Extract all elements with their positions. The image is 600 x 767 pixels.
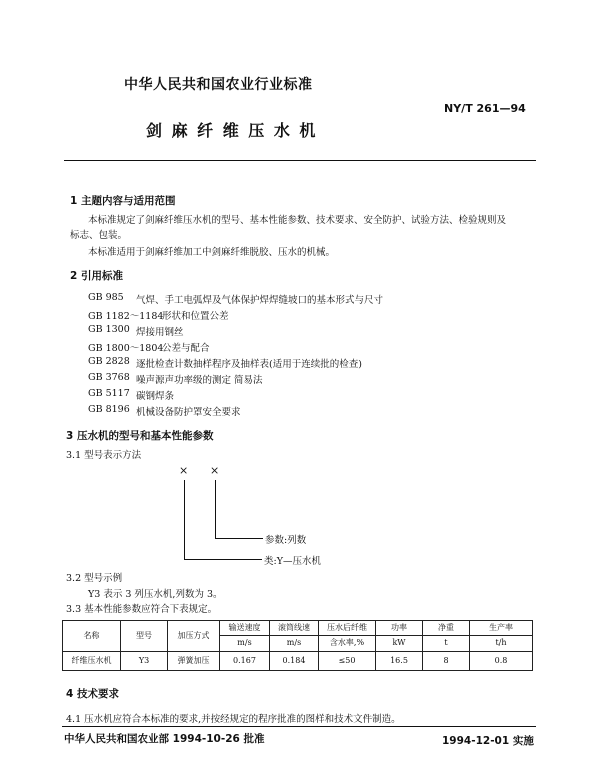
- header-cell: 输送速度: [220, 621, 270, 636]
- header-cell: 名称: [63, 621, 121, 652]
- reference-title: 形状和位置公差: [162, 311, 229, 322]
- reference-code: GB 985: [88, 292, 124, 303]
- subsection-4-1: 4.1 压水机应符合本标准的要求,并按经规定的程序批准的图样和技术文件制造。: [66, 714, 401, 725]
- table-cell: 纤维压水机: [63, 652, 121, 671]
- section-1-paragraph-1-line-1: 本标准规定了剑麻纤维压水机的型号、基本性能参数、技术要求、安全防护、试验方法、检验规则及: [88, 215, 507, 226]
- reference-title: 噪声源声功率级的测定 简易法: [136, 375, 263, 386]
- reference-title: 碳钢焊条: [136, 391, 175, 402]
- reference-code: GB 8196: [88, 404, 130, 415]
- table-header-row: [63, 621, 533, 636]
- reference-code: GB 1300: [88, 324, 130, 335]
- reference-code: GB 5117: [88, 388, 130, 399]
- model-example: Y3 表示 3 列压水机,列数为 3。: [88, 589, 223, 600]
- unit-cell: t: [423, 636, 470, 652]
- table-cell: 0.167: [220, 652, 270, 671]
- reference-code: GB 2828: [88, 356, 130, 367]
- reference-title: 机械设备防护罩安全要求: [136, 407, 241, 418]
- params-label: 参数:列数: [265, 535, 307, 546]
- standard-name: 剑 麻 纤 维 压 水 机: [146, 121, 318, 140]
- section-1-paragraph-2: 本标准适用于剑麻纤维加工中剑麻纤维脱胶、压水的机械。: [88, 247, 336, 258]
- standard-code: NY/T 261—94: [444, 102, 526, 115]
- org-title: 中华人民共和国农业行业标准: [124, 77, 313, 93]
- reference-code: GB 1182～1184: [88, 311, 164, 322]
- table-cell: 0.8: [470, 652, 533, 671]
- subsection-3-3: 3.3 基本性能参数应符合下表规定。: [66, 604, 218, 615]
- table-cell: 弹簧加压: [168, 652, 220, 671]
- table-cell: Y3: [121, 652, 168, 671]
- implementation-date: 1994-12-01 实施: [442, 735, 534, 747]
- header-cell: 功率: [376, 621, 423, 636]
- section-4-heading: 4 技术要求: [66, 688, 119, 700]
- table-cell: 0.184: [270, 652, 319, 671]
- header-cell: 滚筒线速: [270, 621, 319, 636]
- header-cell: 生产率: [470, 621, 533, 636]
- reference-title: 焊接用钢丝: [136, 327, 184, 338]
- reference-code: GB 3768: [88, 372, 130, 383]
- unit-cell: 含水率,%: [319, 636, 376, 652]
- unit-cell: m/s: [270, 636, 319, 652]
- subsection-3-2: 3.2 型号示例: [66, 573, 123, 584]
- unit-cell: kW: [376, 636, 423, 652]
- section-3-heading: 3 压水机的型号和基本性能参数: [66, 430, 214, 442]
- parameter-table: [62, 620, 533, 671]
- reference-title: 气焊、手工电弧焊及气体保护焊焊缝坡口的基本形式与尺寸: [136, 295, 384, 306]
- header-cell: 型号: [121, 621, 168, 652]
- model-placeholder-mark: ×: [179, 464, 189, 477]
- table-row: [63, 652, 533, 671]
- reference-code: GB 1800～1804: [88, 343, 164, 354]
- class-label: 类:Y—压水机: [264, 556, 321, 567]
- diagram-line: [215, 538, 263, 539]
- model-placeholder-mark: ×: [210, 464, 220, 477]
- diagram-line: [184, 559, 262, 560]
- unit-cell: t/h: [470, 636, 533, 652]
- section-1-heading: 1 主题内容与适用范围: [70, 195, 176, 207]
- reference-title: 逐批检查计数抽样程序及抽样表(适用于连续批的检查): [136, 359, 362, 370]
- table-cell: ≤50: [319, 652, 376, 671]
- header-divider: [64, 160, 536, 161]
- section-1-paragraph-1-line-2: 标志、包装。: [70, 230, 128, 241]
- footer-divider: [62, 726, 536, 727]
- diagram-line: [184, 480, 185, 559]
- diagram-line: [215, 480, 216, 538]
- header-cell: 压水后纤维: [319, 621, 376, 636]
- header-cell: 净重: [423, 621, 470, 636]
- unit-cell: m/s: [220, 636, 270, 652]
- reference-title: 公差与配合: [162, 343, 210, 354]
- section-2-heading: 2 引用标准: [70, 270, 123, 282]
- header-cell: 加压方式: [168, 621, 220, 652]
- table-cell: 8: [423, 652, 470, 671]
- approval-note: 中华人民共和国农业部 1994-10-26 批准: [64, 733, 265, 745]
- table-cell: 16.5: [376, 652, 423, 671]
- subsection-3-1: 3.1 型号表示方法: [66, 450, 142, 461]
